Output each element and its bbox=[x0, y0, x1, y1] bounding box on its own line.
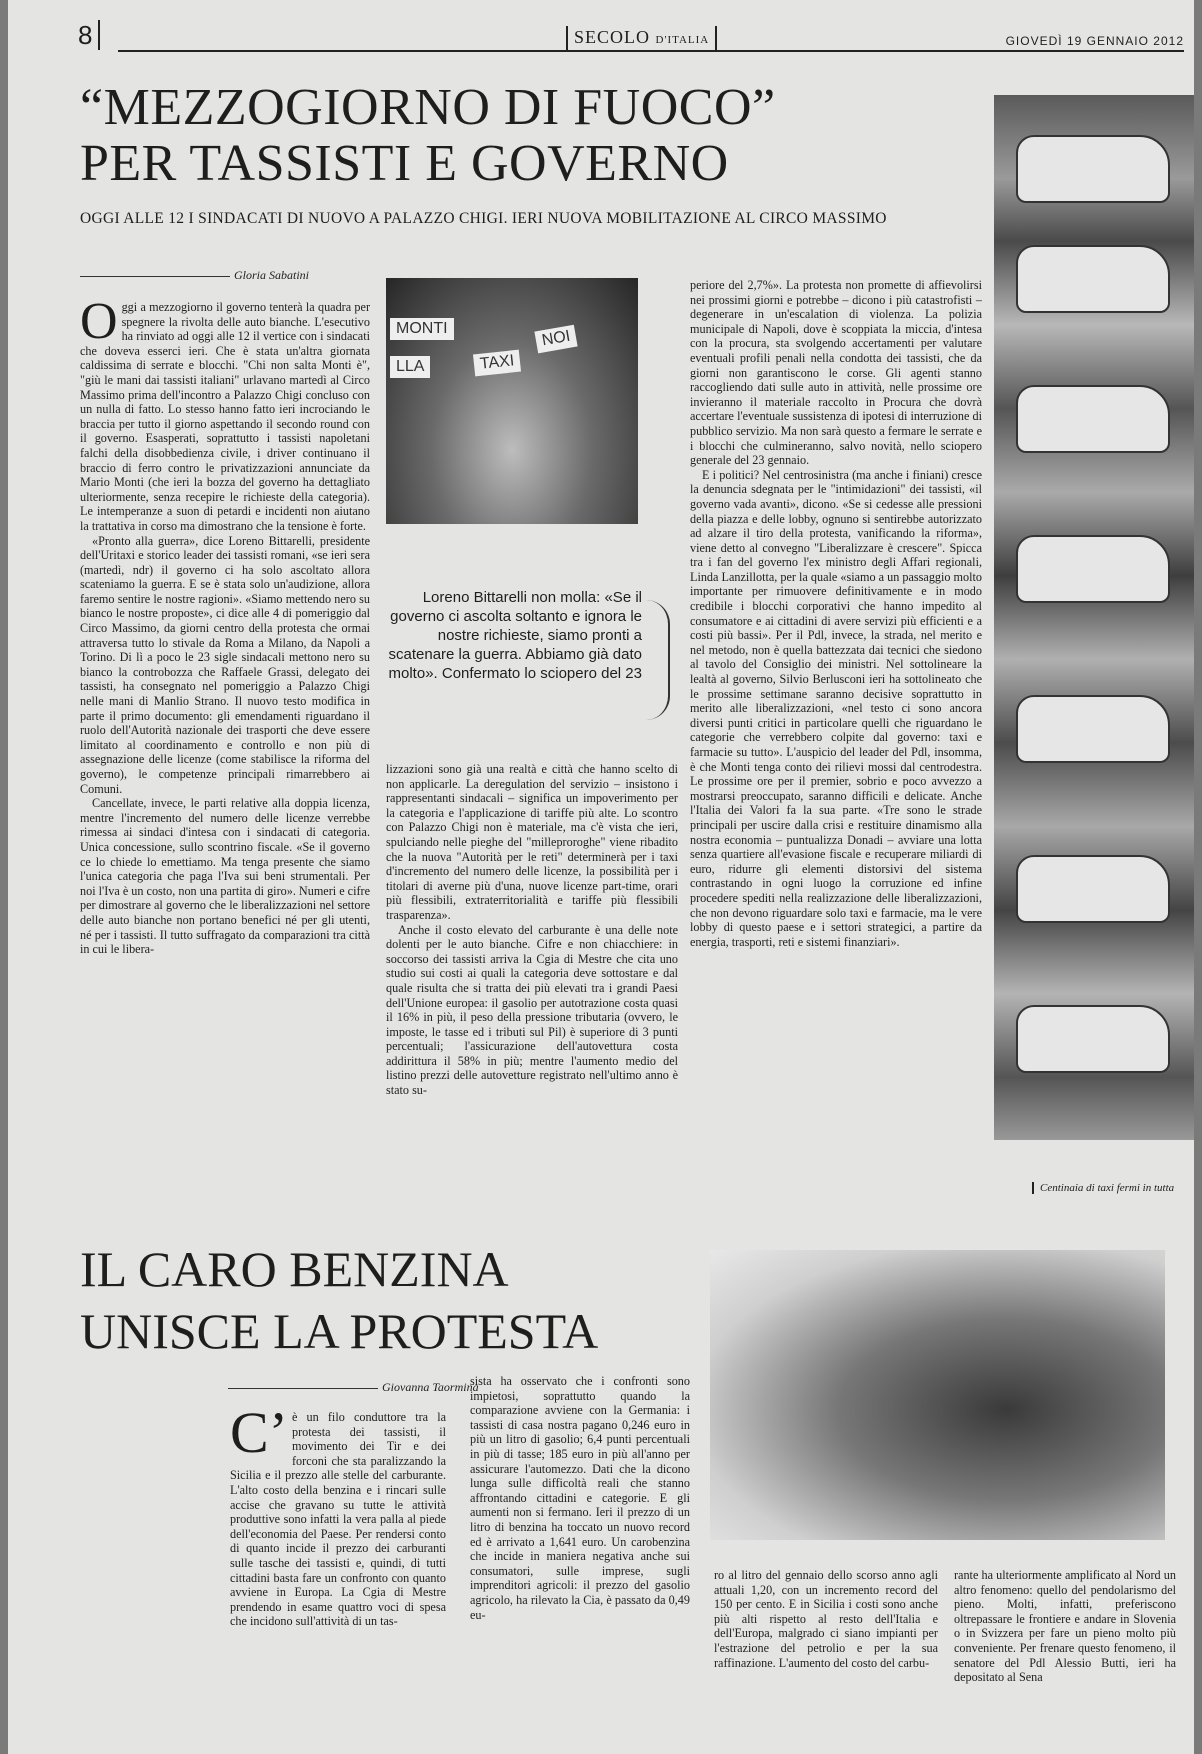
article1-paragraph: Cancellate, invece, le parti relative alla doppia licenza, mentre l'incremento del numero delle licenze verrebbe rimessa ai sindaci d'intesa con i sindacati di categoria. Unica concessione, sullo scontrino fiscale. «Se il governo ce lo chiede lo emettiamo. Ma tenga presente che siamo l'unica categoria che paga l'Iva sui beni strumentali. Per noi l'Iva è un costo, non una partita di giro». Numeri e cifre per dimostrare al governo che le liberalizzazioni nel settore delle auto bianche non portano benefici né per gli utenti, né per i tassisti. Il tutto suffragato da comparazioni tra città in cui le libera- bbox=[80, 796, 370, 957]
article1-headline-line1: “MEZZOGIORNO DI FUOCO” bbox=[80, 79, 776, 136]
article1-column-3 bbox=[690, 278, 982, 1198]
issue-date: GIOVEDÌ 19 GENNAIO 2012 bbox=[1005, 34, 1184, 48]
article1-paragraph: Anche il costo elevato del carburante è una delle note dolenti per le auto bianche. Cifre e non chiacchiere: in soccorso dei tassisti arriva la Cgia di Mestre che cita uno studio sui costi ai quali la categoria deve sottostare e dal quale risulta che si tratta dei più elevati tra i grandi Paesi dell'Unione europea: il gasolio per autotrazione costa quasi il 16% in più, il peso della pressione tributaria (ovvero, le imposte, le tasse ed i tributi sul Pil) è superiore di 3 punti percentuali; l'assicurazione dell'autovettura costa addirittura il 58% in più; mentre l'aumento medio del listino prezzi delle autovetture registrato nell'ultimo anno è stato su- bbox=[386, 922, 678, 1098]
article2-dropcap: C’ bbox=[230, 1410, 288, 1465]
taxi-car bbox=[1016, 245, 1170, 313]
taxi-car bbox=[1016, 1005, 1170, 1073]
taxi-car bbox=[1016, 535, 1170, 603]
article1-byline bbox=[80, 268, 309, 283]
article2-column-4 bbox=[954, 1568, 1176, 1752]
article2-author: Giovanna Taormina bbox=[382, 1380, 479, 1394]
article2-column-3 bbox=[714, 1568, 938, 1752]
article1-paragraph: periore del 2,7%». La protesta non promette di affievolirsi nei prossimi giorni e potrebbe – dicono i più catastrofisti – degenerare in un'escalation di violenza. La polizia municipale di Napoli, dove è scoppiata la miccia, d'intesa con la procura, sta svolgendo accertamenti per valutare eventuali profili penali nella condotta dei tassisti, che da giorni non garantiscono le corse. Gli agenti stanno raccogliendo dati sulle auto in attività, nelle prossime ore invieranno il materiale raccolto in Procura che dovrà accertare l'eventuale sussistenza di ipotesi di interruzione di pubblico servizio. Ma non sarà questo a fermare le serrate e i blocchi che culmineranno, salvo novità, nello sciopero generale del 23 gennaio. bbox=[690, 278, 982, 468]
newspaper-page bbox=[8, 0, 1194, 1754]
fuel-pump-photo bbox=[710, 1250, 1165, 1540]
masthead-suffix: D'ITALIA bbox=[655, 34, 710, 46]
taxi-photo-caption: Centinaia di taxi fermi in tutta bbox=[1032, 1182, 1174, 1194]
article1-dropcap: O bbox=[80, 300, 118, 350]
article2-paragraph bbox=[230, 1410, 446, 1629]
taxi-photo bbox=[994, 95, 1194, 1140]
taxi-car bbox=[1016, 385, 1170, 453]
page-header bbox=[78, 20, 1184, 56]
protest-sign-noi: NOI bbox=[534, 325, 578, 354]
article1-headline-line2: PER TASSISTI E GOVERNO bbox=[80, 135, 729, 192]
article2-headline-line2: UNISCE LA PROTESTA bbox=[80, 1303, 599, 1359]
article2-headline-line1: IL CARO BENZINA bbox=[80, 1241, 509, 1297]
taxi-car bbox=[1016, 135, 1170, 203]
article1-author: Gloria Sabatini bbox=[234, 268, 310, 282]
page-number: 8 bbox=[78, 20, 100, 50]
masthead bbox=[566, 26, 717, 51]
article1-paragraph: E i politici? Nel centrosinistra (ma anche i finiani) cresce la denuncia sdegnata per le "intimidazioni" dei tassisti, «il governo vada avanti», dicono. «Se si cedesse alle pressioni della piazza e delle lobby, ognuno si sentirebbe autorizzato ad alzare il tiro della protesta, vanificando la riforma», viene detto al convegno "Liberalizzare è crescere". Spicca tra i fan del governo l'ex ministro degli Affari regionali, Linda Lanzillotta, per la quale «siamo a un passaggio molto importante per rimuovere definitivamente e in modo credibile i blocchi corporativi che hanno impedito al consumatore e ai cittadini di avere servizi più efficienti e a costi più bassi». Per il Pdl, invece, la strada, nel merito e nel metodo, non è quella battezzata dai tecnici che siedono al tavolo del Consiglio dei ministri. Nel sottolineare la lealtà al governo, Silvio Berlusconi ieri ha sottolineato che le prossime settimane saranno decisive soprattutto in merito alle liberalizzazioni, «nel testo ci sono ancora diversi punti critici in particolare quelli che riguardano le categorie che verrebbero colpite dal governo: taxi e farmacie su tutto». L'auspicio del leader del Pdl, insomma, è che Monti tenga conto dei rilievi mossi dal centrodestra. Le prossime ore per il premier, sobrio e poco avvezzo a mostrarsi preoccupato, saranno difficili e delicate. Anche l'Italia dei Valori fa la sua parte. «Tre sono le strade principali per uscire dalla crisi e restituire dinamismo alla nostra economia – puntualizza Donadi – avviare una lotta senza quartiere all'evasione fiscale e recuperare miliardi di euro, ridurre gli elementi distorsivi del sistema contrastando in ogni luogo la corruzione ed infine procedere spediti nella realizzazione delle liberalizzazioni, che non devono riguardare solo taxi e farmacie, ma le vere lobby di questo paese e i settori strategici, a partire da energia, trasporti, reti e sistemi finanziari». bbox=[690, 467, 982, 949]
article2-column-2 bbox=[470, 1374, 690, 1752]
taxi-car bbox=[1016, 855, 1170, 923]
article2-paragraph-text: è un filo conduttore tra la protesta dei tassisti, il movimento dei Tir e dei forconi che sta paralizzando la Sicilia e il prezzo alle stelle del carburante. L'alto costo della benzina e i rincari sulle accise che gravano su tutte le attività produttive sono infatti la vera palla al piede dell'economia del Paese. Per rendersi conto di quanto incide il prezzo dei carburanti sulle tasche dei tassisti e, quindi, di tutti cittadini basta fare un confronto con quanto avviene in Europa. La Cgia di Mestre prendendo in esame quattro voci di spesa che incidono sull'attività di un tas- bbox=[230, 1410, 446, 1629]
article2-paragraph: ro al litro del gennaio dello scorso anno agli attuali 1,20, con un incremento record del 150 per cento. E in Sicilia i costi sono anche più alti rispetto al resto dell'Italia e dell'Europa, malgrado ci siano impianti per l'estrazione del petrolio e per la sua raffinazione. L'aumento del costo del carbu- bbox=[714, 1568, 938, 1670]
protest-sign-lla: LLA bbox=[390, 356, 430, 378]
article1-subheadline: OGGI ALLE 12 I SINDACATI DI NUOVO A PALAZZO CHIGI. IERI NUOVA MOBILITAZIONE AL CIRCO MASSIMO bbox=[80, 210, 887, 227]
protest-photo bbox=[386, 278, 638, 524]
article1-column-2 bbox=[386, 762, 678, 1200]
taxi-car bbox=[1016, 695, 1170, 763]
protest-sign-monti: MONTI bbox=[390, 318, 454, 340]
article2-byline bbox=[228, 1380, 479, 1395]
protest-sign-taxi: TAXI bbox=[473, 350, 521, 377]
article1-headline bbox=[80, 80, 980, 192]
article1-paragraph: lizzazioni sono già una realtà e città che hanno scelto di non applicarle. La deregulation del servizio – insistono i rappresentanti sindacali – significa un impoverimento per la categoria e l'applicazione di tariffe più alte. Lo scontro con Palazzo Chigi non è materiale, ma c'è vista che ieri, spulciando nelle pieghe del "milleproroghe" viene ribadito che la nuova "Autorità per le reti" determinerà per i taxi d'incremento del numero delle licenze, la possibilità per i titolari di averne più d'una, nuove licenze part-time, orari più flessibili, extraterritorialità e tariffe più flessibili trasparenza». bbox=[386, 762, 678, 922]
pull-quote-bracket bbox=[646, 600, 670, 720]
article2-paragraph: rante ha ulteriormente amplificato al Nord un altro fenomeno: quello del pendolarismo del pieno. Molti, infatti, preferiscono oltrepassare le frontiere e andare in Slovenia o in Svizzera per fare un pieno molto più conveniente. Per frenare questo fenomeno, il senatore del Pdl Alessio Butti, ieri ha depositato al Sena bbox=[954, 1568, 1176, 1685]
article1-paragraph-text: ggi a mezzogiorno il governo tenterà la quadra per spegnere la rivolta delle auto bianche. L'esecutivo ha rinviato ad oggi alle 12 il vertice con i sindacati che doveva esserci ieri. Che è stata un'altra giornata caldissima di serrate e blocchi. "Chi non salta Monti è", "giù le mani dai tassisti italiani" urlavano martedì al Circo Massimo prima dell'incontro a Palazzo Chigi concluso con un nulla di fatto. Lo stesso hanno fatto ieri incrociando le braccia per tutto il giorno aspettando il secondo round con il governo. Esasperati, soprattutto i tassisti napoletani falchi della disobbedienza civile, i driver continuano il braccio di ferro contro le privatizzazioni annunciate da Mario Monti (che ieri la bozza del governo ha dettagliato ulteriormente, senza recepire le richieste della categoria). Le intemperanze a suon di petardi e incidenti non aiutano la trattativa in corso ma dimostrano che la tensione è forte. bbox=[80, 300, 370, 533]
article2-paragraph: sista ha osservato che i confronti sono impietosi, soprattutto quando la comparazione avviene con la Germania: i tassisti di casa nostra pagano 0,246 euro in più un litro di gasolio; 6,4 punti percentuali in più di tasse; 185 euro in più all'anno per assicurare l'automezzo. Dati che la dicono lunga sulle difficoltà reali che stanno affrontando cittadini e categorie. E gli aumenti non si fermano. Ieri il prezzo di un litro di benzina ha toccato un nuovo record ed è arrivato a 1,641 euro. Un carobenzina che incide in maniera negativa anche sui consumatori, sulle imprese, sugli imprenditori agricoli: il prezzo del gasolio agricolo, ha rilevato la Cia, è passato da 0,49 eu- bbox=[470, 1374, 690, 1622]
article2-column-1 bbox=[230, 1410, 446, 1750]
pull-quote: Loreno Bittarelli non molla: «Se il governo ci ascolta soltanto e ignora le nostre richieste, siamo pronti a scatenare la guerra. Abbiamo già dato molto». Confermato lo sciopero del 23 bbox=[388, 589, 642, 682]
article1-paragraph bbox=[80, 300, 370, 534]
article1-column-1 bbox=[80, 300, 370, 1200]
article1-paragraph: «Pronto alla guerra», dice Loreno Bittarelli, presidente dell'Uritaxi e storico leader dei tassisti romani, «se ieri sera (martedì, ndr) il governo ci ha solo ascoltato allora scateniamo la guerra. E se è stata solo un'audizione, allora faremo sentire le nostre ragioni». «Siamo mettendo nero su bianco le nostre proposte», ci dice alle 4 di pomeriggio dal Circo Massimo, da giorni centro della protesta che ormai attraversa tutto lo stivale da Roma a Milano, da Napoli a Torino. Di lì a poco le 23 sigle sindacali mettono nero su bianco la controbozza che Raffaele Grassi, delegato dei tassisti, ha consegnato nel pomeriggio a Palazzo Chigi nelle mani di Manlio Strano. Il nuovo testo modifica in parte il primo documento: gli emendamenti riguardano il ruolo dell'Autorità nazionale dei trasporti che deve essere limitato al coordinamento e controllo e non più di assegnazione delle licenze (come stabilisce la riforma del governo), le competenze principali rimarrebbero ai Comuni. bbox=[80, 533, 370, 796]
masthead-name: SECOLO bbox=[574, 27, 651, 47]
article2-headline bbox=[80, 1238, 700, 1362]
